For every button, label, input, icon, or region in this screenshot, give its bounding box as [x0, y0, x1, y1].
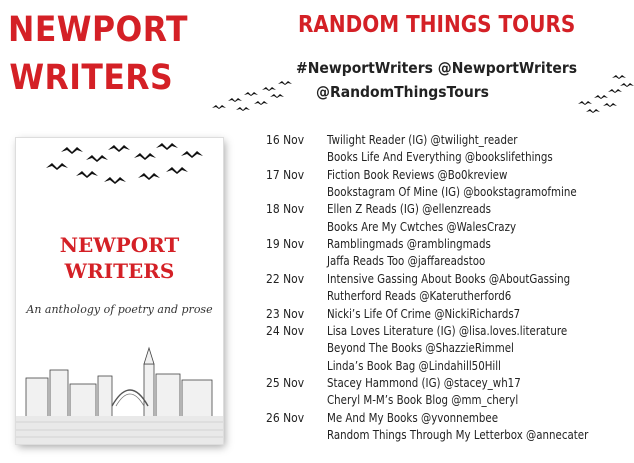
schedule-blogger: Books Life And Everything @bookslifethings	[327, 149, 553, 165]
schedule-date: 24 Nov	[266, 322, 305, 338]
cover-birds-icon	[46, 143, 203, 184]
schedule-blogger: Ramblingmads @ramblingmads	[327, 236, 491, 252]
book-title-line2: WRITERS	[64, 259, 175, 283]
schedule-blogger: Cheryl M-M’s Book Blog @mm_cheryl	[327, 392, 519, 408]
schedule-date: 18 Nov	[266, 201, 305, 217]
schedule-blogger: Ellen Z Reads (IG) @ellenzreads	[327, 201, 491, 217]
cover-skyline-icon	[16, 348, 223, 444]
schedule-blogger: Bookstagram Of Mine (IG) @bookstagramofmine	[327, 184, 577, 200]
schedule-blogger: Beyond The Books @ShazzieRimmel	[327, 340, 514, 356]
schedule-blogger: Fiction Book Reviews @Bo0kreview	[327, 166, 508, 182]
schedule-blogger: Rutherford Reads @Katerutherford6	[327, 288, 512, 304]
birds-right-flock-icon	[578, 75, 634, 113]
schedule-date: 22 Nov	[266, 270, 305, 286]
cover-art	[16, 138, 223, 444]
main-title-line2: WRITERS	[9, 58, 174, 98]
schedule-blogger: Random Things Through My Letterbox @annecater	[327, 426, 589, 442]
schedule-date: 19 Nov	[266, 236, 305, 252]
book-title-line1: NEWPORT	[59, 233, 180, 257]
schedule-blogger: Me And My Books @yvonnembee	[327, 409, 499, 425]
schedule-blogger: Lisa Loves Literature (IG) @lisa.loves.literature	[327, 322, 568, 338]
schedule-blogger: Stacey Hammond (IG) @stacey_wh17	[327, 374, 521, 390]
schedule-blogger: Twilight Reader (IG) @twilight_reader	[327, 132, 518, 147]
book-cover	[16, 138, 223, 444]
schedule-date: 25 Nov	[266, 374, 305, 390]
schedule-blogger: Jaffa Reads Too @jaffareadstoo	[327, 253, 486, 269]
schedule-date: 23 Nov	[266, 305, 305, 321]
schedule-blogger: Intensive Gassing About Books @AboutGassing	[327, 270, 571, 286]
tour-title: RANDOM THINGS TOURS	[298, 12, 576, 38]
schedule-blogger: Nicki’s Life Of Crime @NickiRichards7	[327, 305, 521, 321]
book-subtitle: An anthology of poetry and prose	[26, 303, 213, 316]
schedule-date: 26 Nov	[266, 409, 305, 425]
schedule-date: 17 Nov	[266, 166, 305, 182]
schedule-blogger: Linda’s Book Bag @Lindahill50Hill	[327, 357, 501, 373]
hashtag-line2: @RandomThingsTours	[316, 83, 489, 101]
schedule-date: 16 Nov	[266, 132, 305, 147]
birds-left-flock-icon	[212, 81, 292, 111]
birds-decoration	[0, 0, 634, 140]
main-title-line1: NEWPORT	[8, 10, 188, 50]
hashtag-line1: #NewportWriters @NewportWriters	[296, 59, 578, 77]
schedule-blogger: Books Are My Cwtches @WalesCrazy	[327, 218, 517, 234]
